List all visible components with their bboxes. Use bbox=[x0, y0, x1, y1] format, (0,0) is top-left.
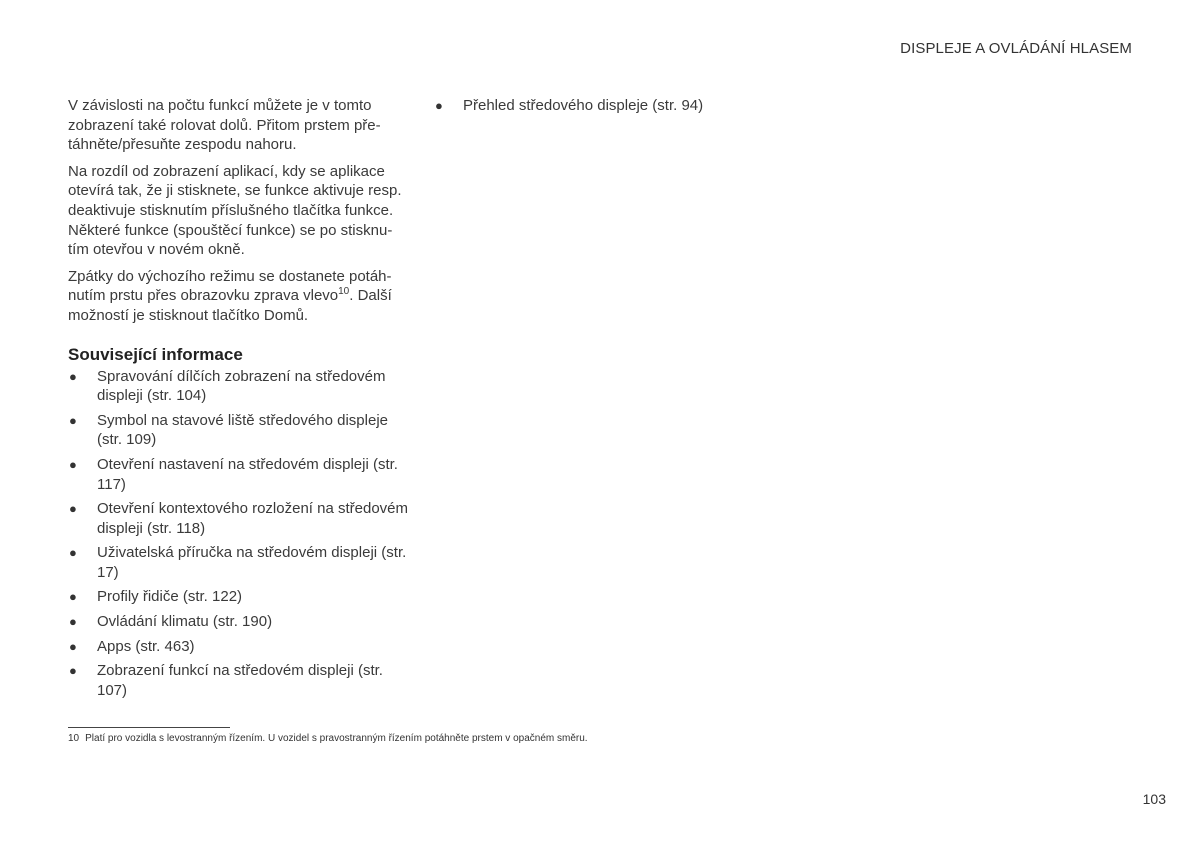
footnote-divider bbox=[68, 727, 230, 728]
related-link[interactable] bbox=[68, 612, 408, 632]
page-number: 103 bbox=[1142, 791, 1166, 807]
paragraph-home-text-end: . Další možností je stisknout tlačítko Domů. bbox=[68, 287, 392, 324]
related-link[interactable] bbox=[68, 367, 408, 406]
related-link-label: Přehled středového displeje (str. 94) bbox=[463, 97, 704, 114]
bullet-icon: ● bbox=[69, 545, 77, 561]
related-link[interactable] bbox=[68, 587, 408, 607]
related-link[interactable] bbox=[68, 661, 408, 700]
bullet-icon: ● bbox=[435, 98, 443, 113]
related-link-label: Uživatelská příručka na středovém displeji (str. 17) bbox=[97, 544, 407, 581]
footnote-reference[interactable]: 10 bbox=[338, 286, 350, 298]
related-link-label: Spravování dílčích zobrazení na středovém displeji (str. 104) bbox=[97, 367, 386, 405]
related-info-heading: Související informace bbox=[68, 344, 243, 364]
bullet-icon: ● bbox=[69, 501, 77, 517]
related-link-label: Symbol na stavové liště středového displeje (str. 109) bbox=[97, 411, 388, 449]
related-link-label: Apps (str. 463) bbox=[97, 637, 195, 655]
bullet-icon: ● bbox=[69, 368, 77, 384]
related-link[interactable] bbox=[68, 499, 408, 538]
paragraph-home-text: Zpátky do výchozího režimu se dostanete potáhnutím prstu přes obrazovku zprava vlevo bbox=[68, 267, 392, 305]
bullet-icon: ● bbox=[69, 589, 77, 605]
related-link-label: Otevření nastavení na středovém displeji (str. 117) bbox=[97, 455, 398, 493]
related-links-list-continued bbox=[434, 96, 794, 116]
related-links-list bbox=[68, 367, 408, 701]
running-header: DISPLEJE A OVLÁDÁNÍ HLASEM bbox=[900, 40, 1132, 57]
related-link[interactable] bbox=[68, 411, 408, 450]
related-link[interactable] bbox=[68, 543, 408, 582]
paragraph-functions: Na rozdíl od zobrazení aplikací, kdy se aplikace otevírá tak, že ji stisknete, se funkce aktivuje resp. deaktivuje stisknutím příslušného tlačítka funkce. Některé funkce (spouštěcí funkce) se po stisknutím otevřou v novém okně. bbox=[68, 162, 402, 259]
related-link-label: Zobrazení funkcí na středovém displeji (str. 107) bbox=[97, 662, 383, 699]
left-column bbox=[68, 96, 408, 705]
footnote bbox=[68, 733, 588, 744]
related-link-label: Profily řidiče (str. 122) bbox=[97, 588, 243, 606]
right-column bbox=[434, 96, 794, 121]
footnote-text: Platí pro vozidla s levostranným řízením. U vozidel s pravostranným řízením potáhněte prstem v opačném směru. bbox=[85, 733, 588, 744]
related-link[interactable] bbox=[68, 455, 408, 494]
bullet-icon: ● bbox=[69, 614, 77, 630]
footnote-number: 10 bbox=[68, 733, 80, 744]
paragraph-scroll: V závislosti na počtu funkcí můžete je v tomto zobrazení také rolovat dolů. Přitom prstem přetáhněte/přesuňte zespodu nahoru. bbox=[68, 97, 381, 154]
related-link-label: Ovládání klimatu (str. 190) bbox=[97, 613, 273, 631]
bullet-icon: ● bbox=[69, 638, 77, 654]
related-link[interactable] bbox=[68, 637, 408, 657]
bullet-icon: ● bbox=[69, 412, 77, 428]
paragraph-home bbox=[68, 267, 408, 326]
bullet-icon: ● bbox=[69, 456, 77, 472]
bullet-icon: ● bbox=[69, 663, 77, 679]
related-link[interactable] bbox=[434, 96, 794, 116]
related-link-label: Otevření kontextového rozložení na středovém displeji (str. 118) bbox=[97, 500, 409, 537]
